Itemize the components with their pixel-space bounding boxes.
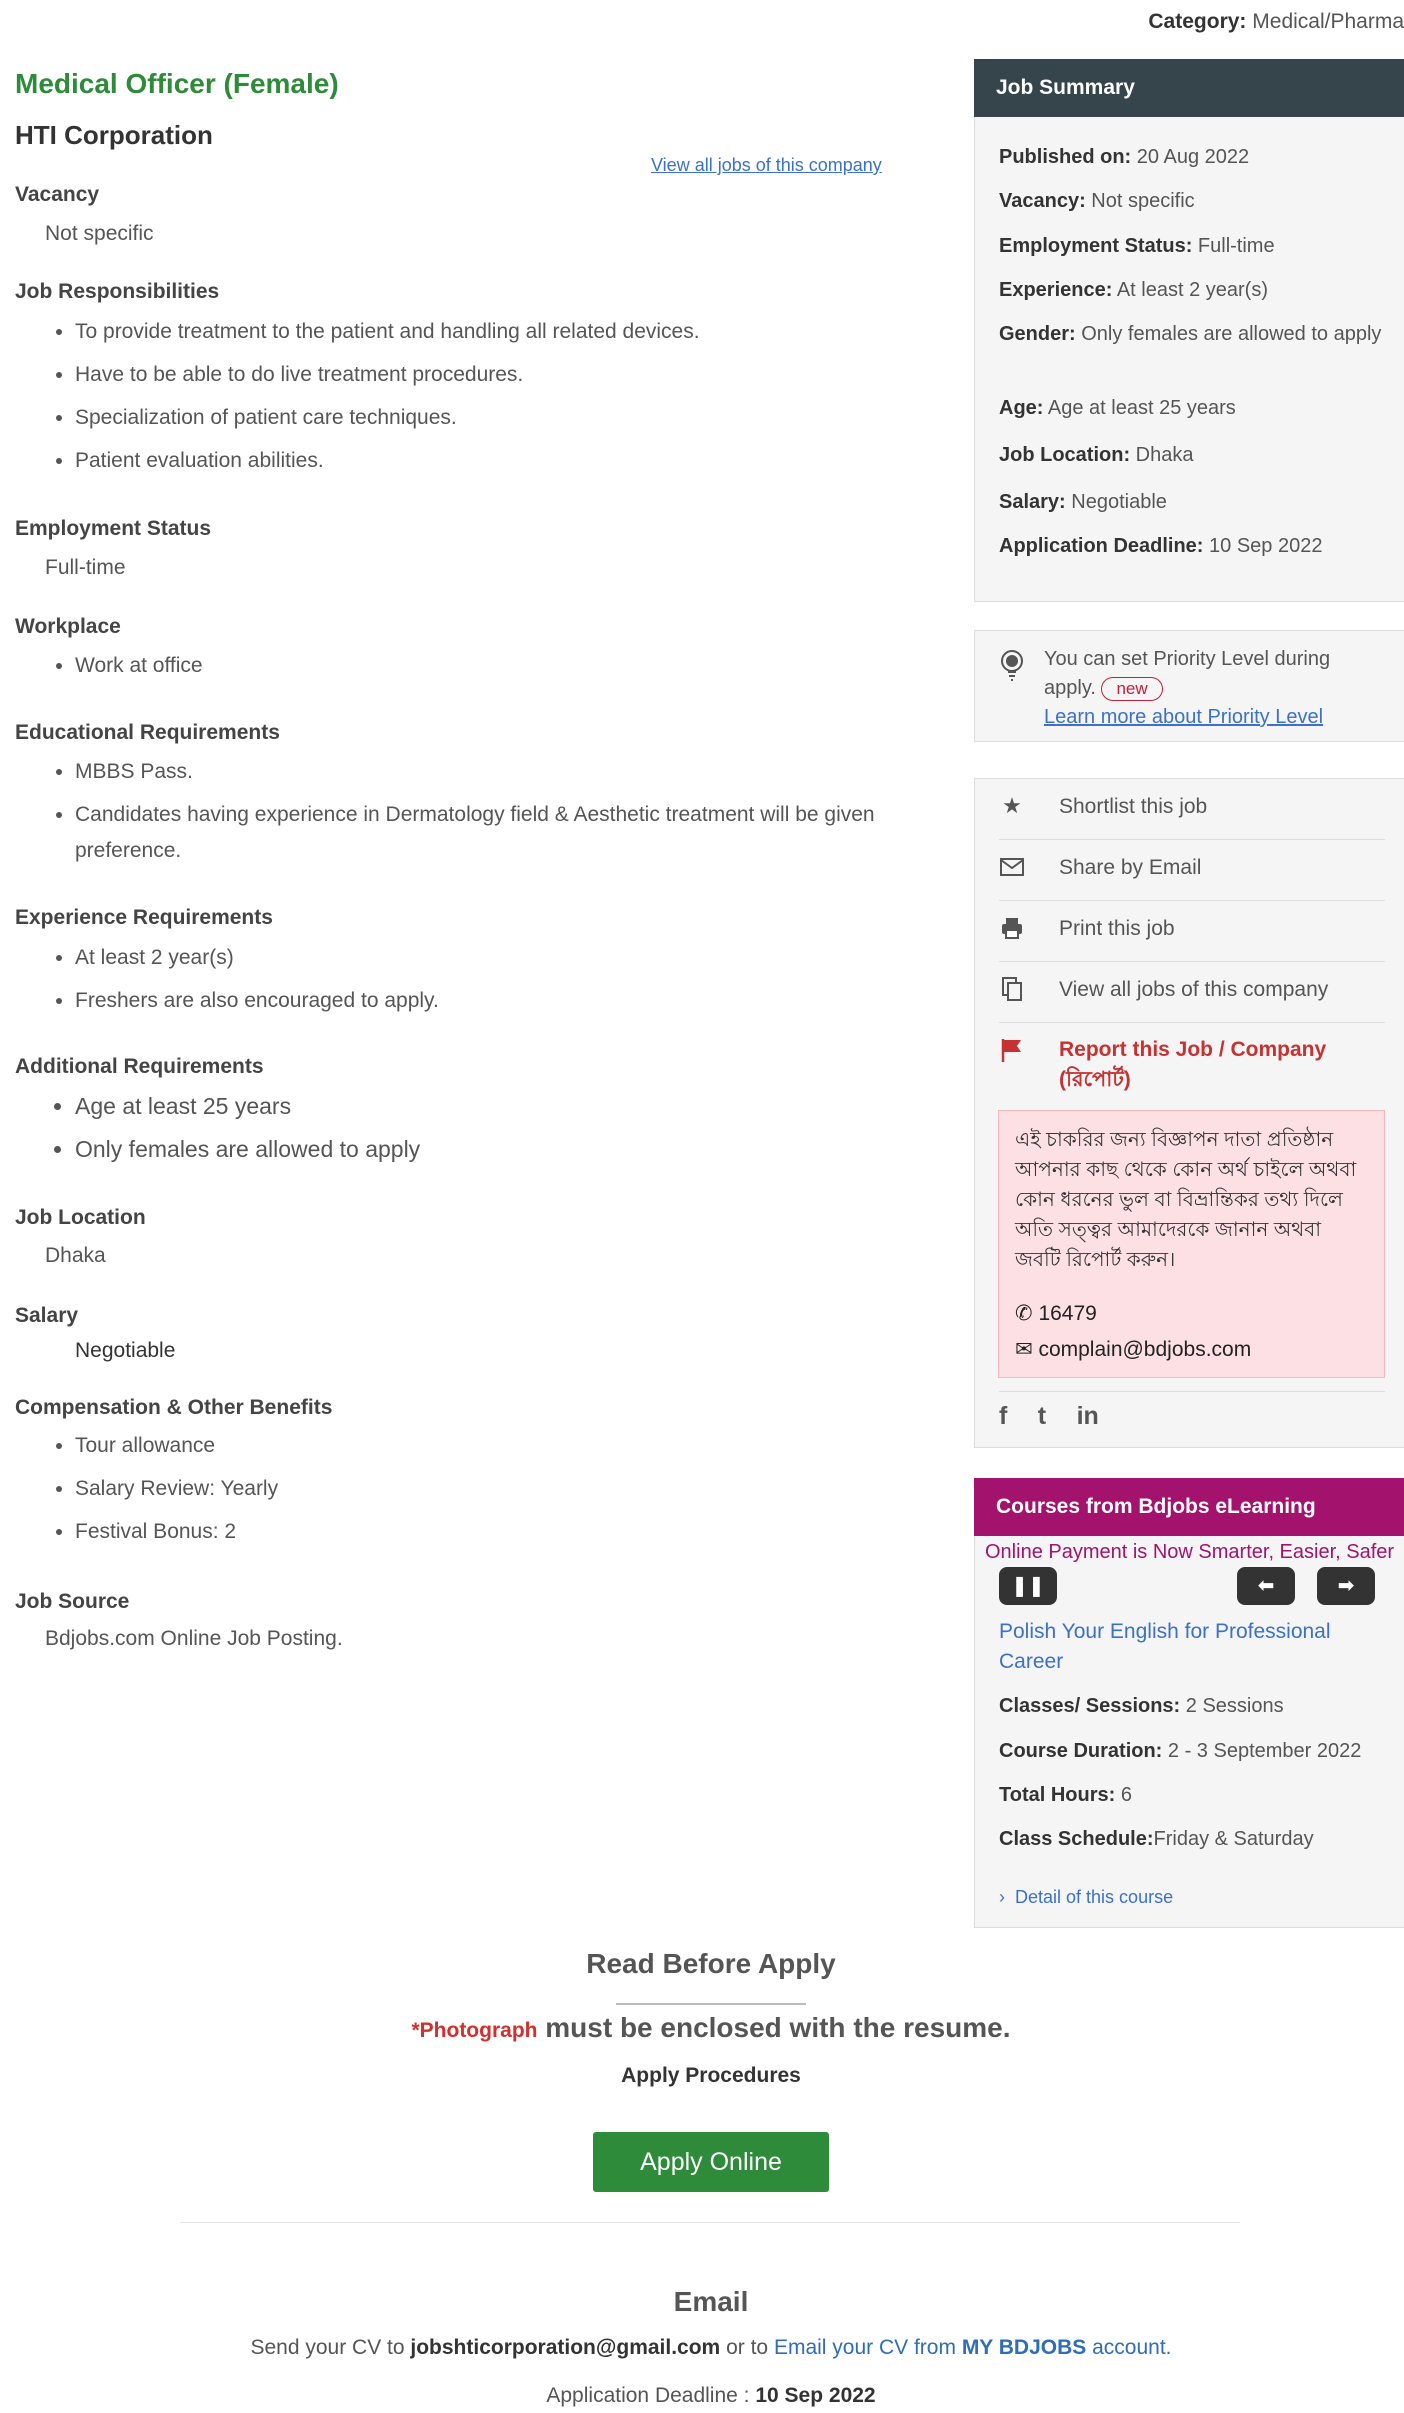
new-badge: new (1101, 677, 1162, 701)
list-item: • Salary Review: Yearly (75, 1471, 278, 1507)
list-item: • Tour allowance (75, 1428, 278, 1464)
responsibilities-heading: Job Responsibilities (15, 280, 220, 303)
experience-list (15, 940, 439, 1026)
list-item: • Work at office (75, 648, 203, 684)
source-heading: Job Source (15, 1590, 130, 1613)
courses-heading: Courses from Bdjobs eLearning (974, 1478, 1404, 1536)
divider (616, 2003, 806, 2005)
course-info-row: Total Hours: 6 (999, 1784, 1132, 1806)
payment-marquee: Online Payment is Now Smarter, Easier, Safer (985, 1541, 1395, 1563)
report-job-button[interactable]: Report this Job / Company (রিপোর্ট) (999, 1023, 1385, 1109)
priority-panel (974, 630, 1404, 742)
category-label: Category: (1148, 10, 1247, 33)
salary-value: Negotiable (75, 1339, 176, 1362)
list-item: • Specialization of patient care techniques. (75, 400, 700, 436)
summary-row: Job Location: Dhaka (999, 444, 1194, 466)
job-summary-heading: Job Summary (974, 59, 1404, 117)
social-share-bar (999, 1391, 1385, 1438)
facebook-icon[interactable]: f (999, 1402, 1008, 1430)
summary-row: Gender: Only females are allowed to apply (999, 323, 1382, 345)
job-summary-panel (974, 59, 1404, 602)
summary-row: Salary: Negotiable (999, 491, 1167, 513)
list-item: • At least 2 year(s) (75, 940, 439, 976)
workplace-list (15, 648, 203, 691)
benefits-list (15, 1428, 278, 1557)
summary-row: Published on: 20 Aug 2022 (999, 146, 1250, 168)
read-before-apply-heading: Read Before Apply (586, 1948, 836, 1979)
pause-button[interactable]: ❚❚ (999, 1567, 1057, 1605)
list-item: • MBBS Pass. (75, 754, 895, 790)
employment-status-value: Full-time (45, 556, 126, 579)
email-heading: Email (673, 2286, 749, 2317)
employment-status-heading: Employment Status (15, 517, 212, 540)
course-title[interactable]: Polish Your English for Professional Career (999, 1620, 1331, 1673)
copy-icon (999, 976, 1025, 1002)
mail-icon: ✉ (1015, 1338, 1033, 1361)
course-detail-link[interactable]: › Detail of this course (999, 1887, 1174, 1907)
apply-online-button[interactable]: Apply Online (593, 2132, 829, 2192)
application-deadline: Application Deadline : 10 Sep 2022 (546, 2384, 876, 2407)
print-job-button[interactable]: Print this job (999, 901, 1385, 962)
category-value: Medical/Pharma (1252, 10, 1404, 33)
envelope-icon (999, 854, 1025, 880)
additional-list (15, 1088, 420, 1174)
lightbulb-icon (999, 649, 1029, 683)
list-item: • Only females are allowed to apply (75, 1131, 420, 1167)
twitter-icon[interactable]: t (1037, 1402, 1047, 1430)
phone-line (1015, 1301, 1097, 1326)
category-line (1148, 10, 1404, 34)
shortlist-button[interactable]: ★ Shortlist this job (999, 779, 1385, 840)
email-line (1015, 1337, 1251, 1362)
vacancy-heading: Vacancy (15, 183, 100, 206)
list-item: • Candidates having experience in Dermatology field & Aesthetic treatment will be given preference. (75, 797, 895, 869)
list-item: • To provide treatment to the patient and handling all related devices. (75, 314, 700, 350)
course-info-row: Classes/ Sessions: 2 Sessions (999, 1695, 1284, 1717)
responsibilities-list (15, 314, 700, 486)
fraud-warning-box (998, 1110, 1385, 1378)
phone-number: 16479 (1038, 1302, 1097, 1325)
education-list (15, 754, 895, 876)
email-cv-link[interactable]: Email your CV from (773, 2336, 962, 2359)
course-info-row: Course Duration: 2 - 3 September 2022 (999, 1740, 1362, 1762)
list-item: • Freshers are also encouraged to apply. (75, 983, 439, 1019)
flag-icon (999, 1037, 1025, 1063)
salary-heading: Salary (15, 1304, 79, 1327)
view-all-jobs-link[interactable]: View all jobs of this company (651, 155, 882, 175)
workplace-heading: Workplace (15, 615, 121, 638)
course-info-row: Class Schedule:Friday & Saturday (999, 1828, 1314, 1850)
share-email-button[interactable]: Share by Email (999, 840, 1385, 901)
priority-learn-more-link[interactable]: Learn more about Priority Level (1044, 706, 1324, 728)
summary-row: Employment Status: Full-time (999, 235, 1275, 257)
divider (180, 2222, 1240, 2223)
education-heading: Educational Requirements (15, 721, 280, 744)
job-title: Medical Officer (Female) (15, 68, 339, 99)
experience-heading: Experience Requirements (15, 906, 273, 929)
linkedin-icon[interactable]: in (1076, 1402, 1099, 1430)
summary-row: Vacancy: Not specific (999, 190, 1195, 212)
list-item: • Have to be able to do live treatment procedures. (75, 357, 700, 393)
additional-heading: Additional Requirements (15, 1055, 264, 1078)
priority-text-block (1044, 645, 1364, 732)
chevron-right-icon: › (999, 1887, 1005, 1907)
summary-row: Experience: At least 2 year(s) (999, 279, 1269, 301)
list-item: • Festival Bonus: 2 (75, 1514, 278, 1550)
job-actions-panel (974, 778, 1404, 1448)
apply-procedures-heading: Apply Procedures (621, 2064, 801, 2087)
list-item: • Age at least 25 years (75, 1088, 420, 1124)
summary-row: Application Deadline: 10 Sep 2022 (999, 535, 1323, 557)
benefits-heading: Compensation & Other Benefits (15, 1396, 333, 1419)
location-value: Dhaka (45, 1244, 106, 1267)
location-heading: Job Location (15, 1206, 146, 1229)
star-icon: ★ (1002, 793, 1022, 818)
courses-panel (974, 1478, 1404, 1928)
apply-email-address[interactable]: jobshticorporation@gmail.com (410, 2336, 721, 2359)
email-instructions: Send your CV to jobshticorporation@gmail.com or to Email your CV from MY BDJOBS account. (250, 2336, 1172, 2359)
vacancy-value: Not specific (45, 222, 154, 245)
photograph-note: *Photograph must be enclosed with the resume. (411, 2012, 1011, 2043)
list-item: • Patient evaluation abilities. (75, 443, 700, 479)
fraud-warning-text: এই চাকরির জন্য বিজ্ঞাপন দাতা প্রতিষ্ঠান আপনার কাছ থেকে কোন অর্থ চাইলে অথবা কোন ধরনের ভুল বা বিভ্রান্তিকর তথ্য দিলে অতি সত্ত্বর আমাদেরকে জানান অথবা জবটি রিপোর্ট করুন। (1015, 1129, 1357, 1271)
view-company-jobs-button[interactable]: View all jobs of this company (999, 962, 1385, 1023)
summary-row: Age: Age at least 25 years (999, 397, 1236, 419)
complain-email[interactable]: complain@bdjobs.com (1038, 1338, 1252, 1361)
printer-icon (999, 915, 1025, 941)
source-value: Bdjobs.com Online Job Posting. (45, 1627, 343, 1650)
prev-arrow-button[interactable]: ⬅ (1237, 1567, 1295, 1605)
priority-text: You can set Priority Level during apply. (1044, 648, 1331, 699)
phone-icon: ✆ (1015, 1302, 1033, 1325)
my-bdjobs-link[interactable]: MY BDJOBS (961, 2336, 1087, 2359)
company-name: HTI Corporation (15, 120, 213, 150)
next-arrow-button[interactable]: ➡ (1317, 1567, 1375, 1605)
